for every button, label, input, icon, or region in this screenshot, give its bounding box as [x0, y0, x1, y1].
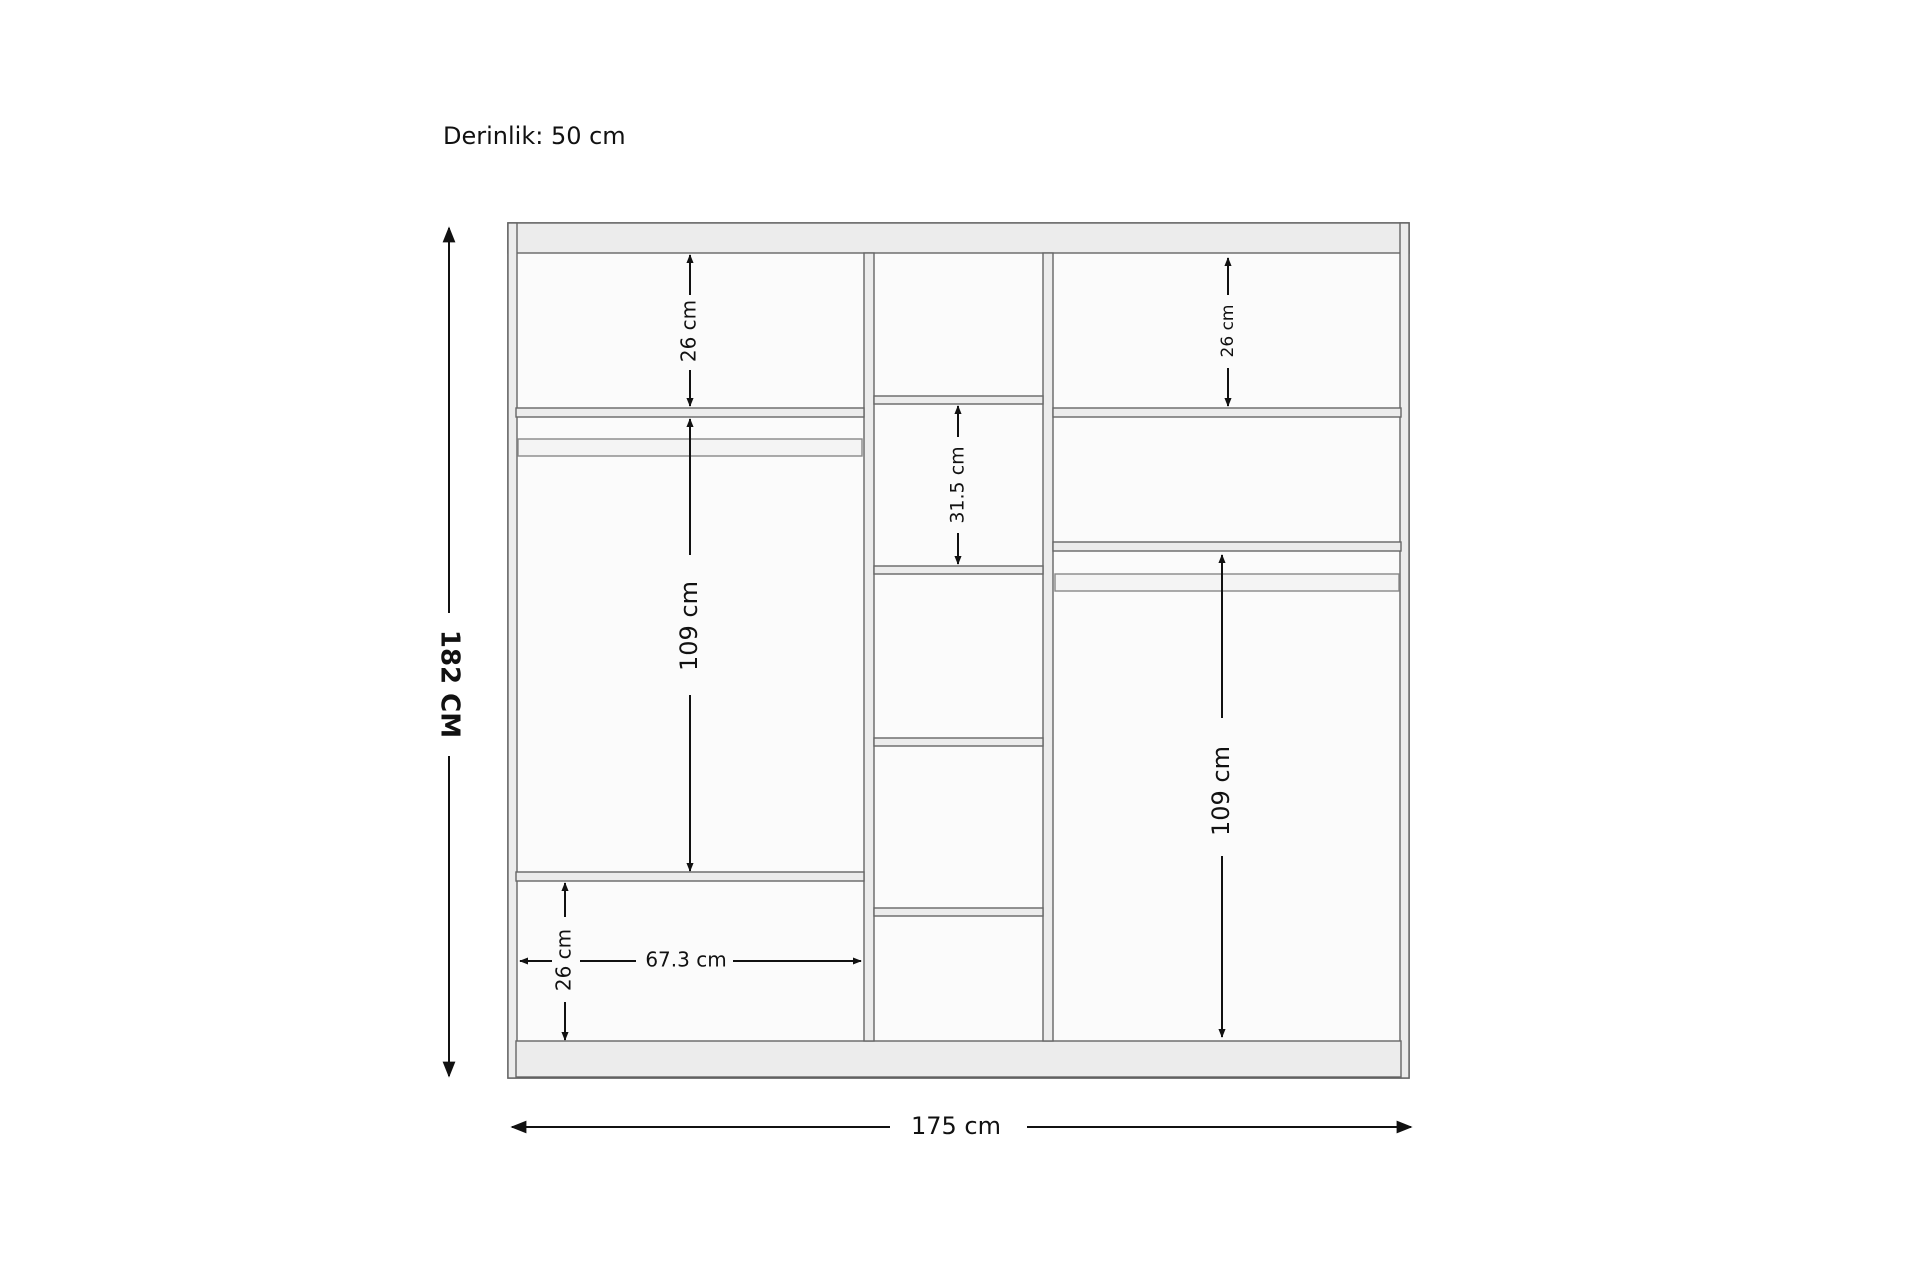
- left-bottom-shelf: [516, 872, 864, 881]
- top-panel: [508, 223, 1409, 253]
- left-top-shelf: [516, 408, 864, 417]
- left-hanging-label: 109 cm: [675, 580, 703, 672]
- middle-shelf-4: [874, 908, 1043, 916]
- left-top-shelf-label: 26 cm: [676, 299, 701, 363]
- left-bottom-height-label: 26 cm: [551, 928, 576, 992]
- right-hanging-label: 109 cm: [1207, 745, 1235, 837]
- right-top-shelf: [1053, 408, 1401, 417]
- right-top-shelf-label: 26 cm: [1218, 304, 1238, 358]
- left-bottom-width-label: 67.3 cm: [645, 947, 727, 972]
- cabinet-outer-frame: [508, 223, 1409, 1078]
- left-divider: [864, 253, 874, 1041]
- middle-shelf-2: [874, 566, 1043, 574]
- left-side-panel: [508, 223, 517, 1078]
- depth-label: Derinlik: 50 cm: [443, 122, 626, 150]
- plinth-panel: [516, 1041, 1401, 1077]
- middle-shelf-label: 31.5 cm: [946, 446, 969, 524]
- middle-shelf-3: [874, 738, 1043, 746]
- middle-shelf-1: [874, 396, 1043, 404]
- wardrobe-cabinet: [508, 223, 1409, 1078]
- total-width-label: 175 cm: [910, 1112, 1002, 1140]
- right-divider: [1043, 253, 1053, 1041]
- right-side-panel: [1400, 223, 1409, 1078]
- right-middle-shelf: [1053, 542, 1401, 551]
- right-hanging-rail: [1055, 574, 1399, 591]
- total-height-label: 182 CM: [434, 629, 465, 739]
